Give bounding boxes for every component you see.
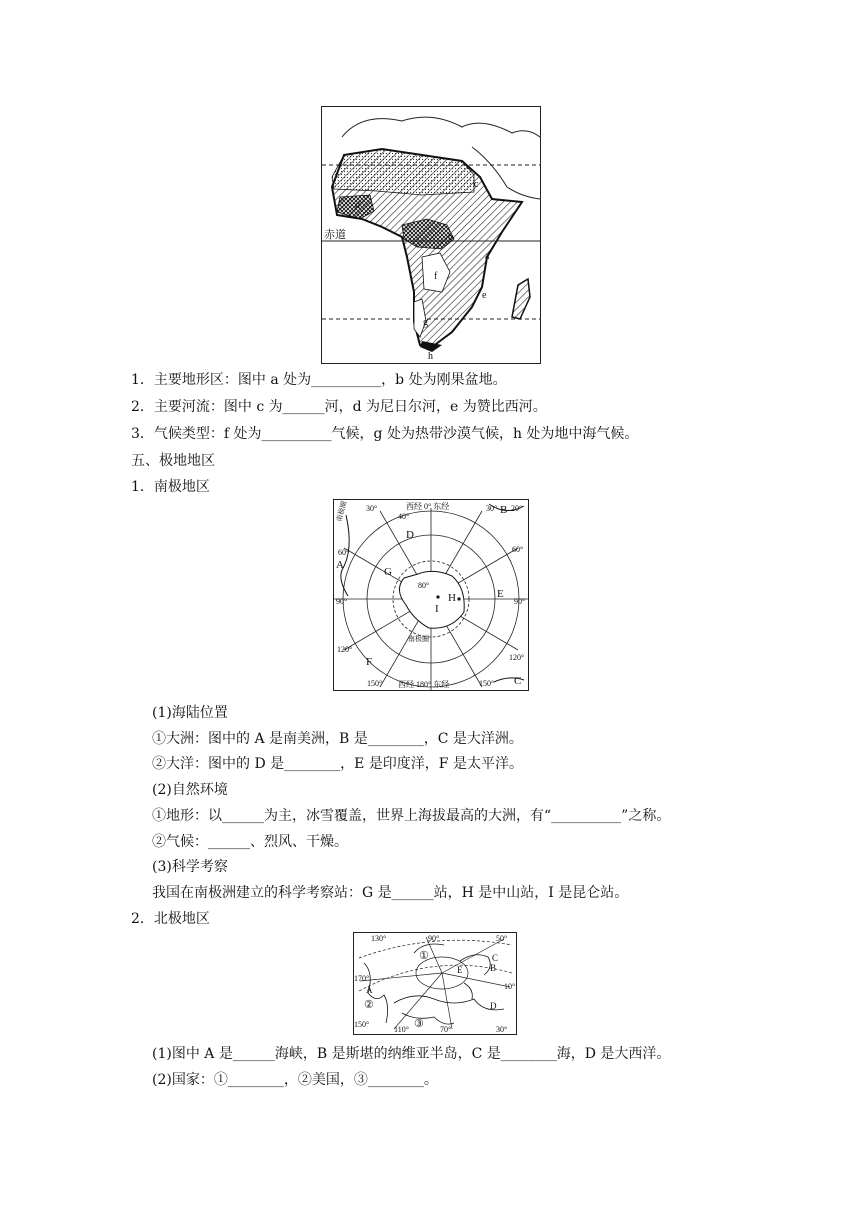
deg-label: 30° xyxy=(496,1025,508,1034)
equator-label: 赤道 xyxy=(324,229,346,241)
deg-label: 20° xyxy=(511,504,523,513)
deg-label: 50° xyxy=(496,934,508,943)
label-d: d xyxy=(355,200,360,211)
deg-label: 90° xyxy=(336,597,348,606)
deg-label: 150° xyxy=(354,1020,370,1029)
antarctic-sub2-item-1: ①地形：以______为主，冰雪覆盖，世界上海拔最高的大洲，有“__________”之称。 xyxy=(152,808,671,824)
antarctic-sub1-item-1: ①大洲：图中的 A 是南美洲，B 是________，C 是大洋洲。 xyxy=(152,731,523,747)
label-1: ① xyxy=(419,950,429,962)
antarctic-circle-label: 南极圈 xyxy=(408,635,429,643)
section-heading: 五、极地地区 xyxy=(131,453,215,469)
label-a: a xyxy=(485,251,490,262)
label-E: E xyxy=(497,588,504,600)
label-e: e xyxy=(482,290,487,301)
label-A: A xyxy=(366,985,373,995)
arctic-title: 2．北极地区 xyxy=(131,911,210,927)
label-C: C xyxy=(492,953,499,963)
deg-label: 170° xyxy=(354,974,370,983)
deg-label: 80° xyxy=(418,581,430,590)
arctic-map xyxy=(353,932,517,1035)
label-b: b xyxy=(448,232,453,243)
deg-label: 150° xyxy=(479,679,495,688)
africa-item-1: 1．主要地形区：图中 a 处为__________，b 处为刚果盆地。 xyxy=(131,372,507,388)
label-G: G xyxy=(384,566,392,578)
deg-label: 90° xyxy=(514,597,526,606)
deg-label: 30° xyxy=(486,504,498,513)
label-H: H xyxy=(448,592,456,604)
deg-label: 120° xyxy=(337,645,353,654)
antarctic-title: 1．南极地区 xyxy=(131,479,210,495)
deg-label: 120° xyxy=(509,653,525,662)
label-B: B xyxy=(500,504,508,516)
label-2: ② xyxy=(364,999,374,1011)
africa-item-2: 2．主要河流：图中 c 为______河，d 为尼日尔河，e 为赞比西河。 xyxy=(131,399,547,415)
antarctic-circle-vertical-label: 南极圈 xyxy=(335,500,349,523)
deg-label: 70° xyxy=(440,1025,452,1034)
deg-label: 110° xyxy=(394,1025,409,1034)
africa-item-3: 3．气候类型：f 处为__________气候，g 处为热带沙漠气候，h 处为地中海气候。 xyxy=(131,426,639,442)
arctic-item-2: (2)国家：①________，②美国，③________。 xyxy=(152,1072,438,1088)
top-meridian-label: 西经 0° 东经 xyxy=(406,502,450,511)
label-F: F xyxy=(366,656,373,668)
antarctic-sub1: (1)海陆位置 xyxy=(152,705,228,721)
label-h: h xyxy=(428,351,433,362)
africa-map xyxy=(321,106,541,364)
label-3: ③ xyxy=(414,1018,424,1030)
label-D: D xyxy=(406,529,414,541)
deg-label: 30° xyxy=(366,504,378,513)
label-f: f xyxy=(434,271,438,282)
antarctic-sub2-item-2: ②气候：______、烈风、干燥。 xyxy=(152,834,348,850)
antarctic-sub3: (3)科学考察 xyxy=(152,859,228,875)
antarctic-sub1-item-2: ②大洋：图中的 D 是________，E 是印度洋，F 是太平洋。 xyxy=(152,756,523,772)
label-D: D xyxy=(490,1001,497,1011)
antarctic-sub2: (2)自然环境 xyxy=(152,782,228,798)
label-A: A xyxy=(336,559,344,571)
antarctic-map xyxy=(333,499,529,691)
label-B: B xyxy=(490,963,497,973)
deg-label: 40° xyxy=(398,512,410,521)
deg-label: 150° xyxy=(367,679,383,688)
deg-label: 60° xyxy=(338,548,350,557)
deg-label: 130° xyxy=(371,934,387,943)
label-E: E xyxy=(457,965,463,975)
antarctic-sub3-text: 我国在南极洲建立的科学考察站：G 是______站，H 是中山站，I 是昆仑站。 xyxy=(152,885,629,901)
deg-label: 90° xyxy=(428,934,440,943)
bottom-meridian-label: 西经 180° 东经 xyxy=(398,680,450,689)
deg-label: 10° xyxy=(504,982,516,991)
label-g: g xyxy=(423,317,428,328)
label-I: I xyxy=(435,603,439,615)
label-c: c xyxy=(474,179,479,190)
deg-label: 60° xyxy=(512,545,524,554)
label-C: C xyxy=(514,675,522,687)
arctic-item-1: (1)图中 A 是______海峡，B 是斯堪的纳维亚半岛，C 是________海，D 是大西洋。 xyxy=(152,1046,671,1062)
